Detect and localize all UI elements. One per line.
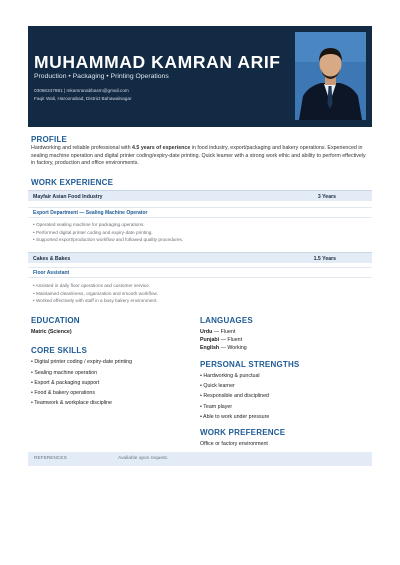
candidate-tagline: Production • Packaging • Printing Operations <box>34 73 169 80</box>
job-header <box>28 190 372 201</box>
strength-item: • Team player <box>200 403 233 410</box>
job-duty: • Assisted in daily floor operations and customer service. <box>33 283 151 288</box>
profile-heading: PROFILE <box>31 135 68 144</box>
job-header <box>28 252 372 263</box>
strengths-list <box>200 371 360 422</box>
job-company: Cakes & Bakes <box>33 256 71 262</box>
languages-list <box>200 328 360 353</box>
skill-item: • Export & packaging support <box>31 379 100 386</box>
skill-item: • Sealing machine operation <box>31 369 98 376</box>
contact-phone-email: 03066347881 | mkamranabbasm@gmail.com <box>34 88 129 93</box>
language-item: English — Working <box>200 345 247 352</box>
core-skills-list <box>31 357 191 408</box>
strength-item: • Able to work under pressure <box>200 413 270 420</box>
languages-heading: LANGUAGES <box>200 316 253 325</box>
skill-item: • Teamwork & workplace discipline <box>31 400 112 407</box>
education-entry: Matric (Science) <box>31 329 72 335</box>
job-duration: 1.5 Years <box>313 256 336 262</box>
contact-address: Faqir Wali, Haroonabad, District Bahawalnagar <box>34 96 132 101</box>
skill-item: • Digital printer coding / expiry-date printing <box>31 359 133 366</box>
candidate-name: MUHAMMAD KAMRAN ARIF <box>34 52 281 72</box>
job-role: Export Department — Sealing Machine Operator <box>28 207 372 218</box>
profile-summary: Hardworking and reliable professional with 4.5 years of experience in food industry, export/packaging and bakery operations. Experienced in sealing machine operation and digital printer coding/expiry-date printing. Quick learner with a strong work ethic and ability to perform effectively in factory, production and office environments. <box>31 145 366 167</box>
references-value: Available upon request. <box>118 456 169 461</box>
job-duty: • Operated sealing machine for packaging operations. <box>33 222 145 227</box>
work-preference-text: Office or factory environment <box>200 441 268 448</box>
language-item: Urdu — Fluent <box>200 329 236 335</box>
job-duties <box>33 221 363 244</box>
references-label: REFERENCES <box>34 456 67 461</box>
work-experience-heading: WORK EXPERIENCE <box>31 178 114 187</box>
resume-page <box>28 26 372 461</box>
contact-info <box>34 87 132 103</box>
job-duties <box>33 282 363 305</box>
skill-item: • Food & bakery operations <box>31 390 95 397</box>
profile-photo-image <box>295 32 366 120</box>
experience-highlight: 4.5 years of experience <box>132 145 191 151</box>
core-skills-heading: CORE SKILLS <box>31 346 87 356</box>
left-column <box>31 316 191 409</box>
job-duty: • Maintained cleanliness, organization and smooth workflow. <box>33 290 158 296</box>
job-duty: • Supported export/production workflow and followed quality procedures. <box>33 237 184 243</box>
profile-photo <box>295 32 366 120</box>
strength-item: • Responsible and disciplined <box>200 393 269 400</box>
job-duration: 3 Years <box>317 194 336 200</box>
references-bar <box>28 452 372 466</box>
job-duty: • Performed digital printer coding and expiry-date printing. <box>33 229 153 235</box>
right-column <box>200 316 360 448</box>
job-duty: • Worked effectively with staff in a busy bakery environment. <box>33 298 158 304</box>
resume-header <box>28 26 372 127</box>
strength-item: • Hardworking & punctual <box>200 372 260 379</box>
education-heading: EDUCATION <box>31 316 80 325</box>
work-preference-heading: WORK PREFERENCE <box>200 428 286 438</box>
language-item: Punjabi — Fluent <box>200 337 243 344</box>
job-role: Floor Assistant <box>28 267 372 278</box>
personal-strengths-heading: PERSONAL STRENGTHS <box>200 359 300 369</box>
job-company: Mayfair Asian Food Industry <box>33 194 103 200</box>
strength-item: • Quick learner <box>200 382 235 389</box>
